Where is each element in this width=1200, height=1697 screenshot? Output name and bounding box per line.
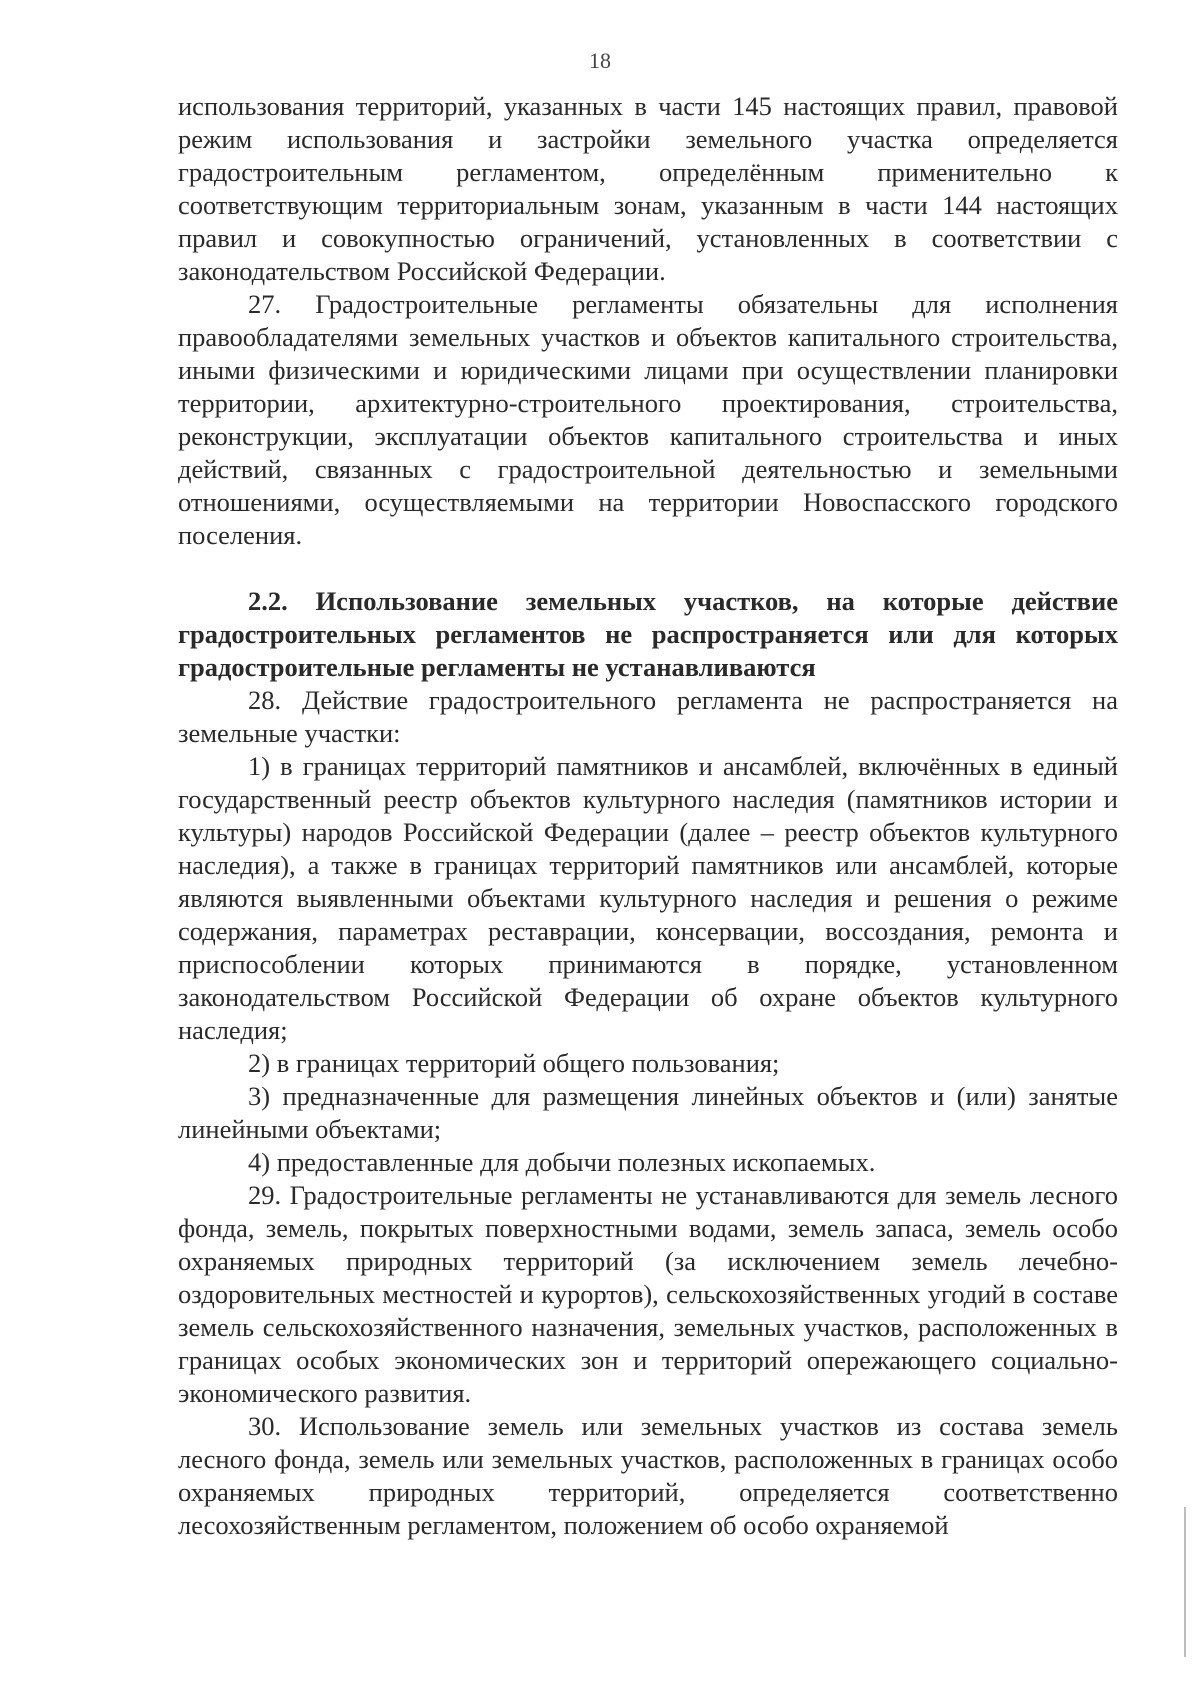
paragraph-27: 27. Градостроительные регламенты обязательны для исполнения правообладателями земельных участков и объектов капитального строительства, иными физическими и юридическими лицами при осуществлении планировки территории, архитектурно-строительного проектирования, строительства, реконструкции, эксплуатации объектов капитального строительства и иных действий, связанных с градостроительной деятельностью и земельными отношениями, осуществляемыми на территории Новоспасского городского поселения. [178,289,1118,550]
document-body [178,90,1118,1542]
list-item-2: 2) в границах территорий общего пользования; [248,1048,780,1078]
page-number: 18 [589,48,611,73]
list-item-3: 3) предназначенные для размещения линейных объектов и (или) занятые линейными объектами; [178,1081,1118,1144]
list-item-1: 1) в границах территорий памятников и ансамблей, включённых в единый государственный реестр объектов культурного наследия (памятников истории и культуры) народов Российской Федерации (далее – реестр объектов культурного наследия), а также в границах территорий памятников или ансамблей, которые являются выявленными объектами культурного наследия и решения о режиме содержания, параметрах реставрации, консервации, воссоздания, ремонта и приспособлении которых принимаются в порядке, установленном законодательством Российской Федерации об охране объектов культурного наследия; [178,751,1118,1045]
section-heading-2-2: 2.2. Использование земельных участков, на которые действие градостроительных регламентов не распространяется или для которых градостроительные регламенты не устанавливаются [178,586,1118,682]
paragraph-28: 28. Действие градостроительного регламента не распространяется на земельные участки: [178,685,1118,748]
paragraph-continuation: использования территорий, указанных в части 145 настоящих правил, правовой режим использования и застройки земельного участка определяется градостроительным регламентом, определённым применительно к соответствующим территориальным зонам, указанным в части 144 настоящих правил и совокупностью ограничений, установленных в соответствии с законодательством Российской Федерации. [178,91,1118,286]
list-item-4: 4) предоставленные для добычи полезных ископаемых. [248,1147,876,1177]
scan-edge-line [1184,1507,1186,1657]
paragraph-30: 30. Использование земель или земельных участков из состава земель лесного фонда, земель или земельных участков, расположенных в границах особо охраняемых природных территорий, определяется соответственно лесохозяйственным регламентом, положением об особо охраняемой [178,1411,1118,1540]
paragraph-29: 29. Градостроительные регламенты не устанавливаются для земель лесного фонда, земель, покрытых поверхностными водами, земель запаса, земель особо охраняемых природных территорий (за исключением земель лечебно-оздоровительных местностей и курортов), сельскохозяйственных угодий в составе земель сельскохозяйственного назначения, земельных участков, расположенных в границах особых экономических зон и территорий опережающего социально-экономического развития. [178,1180,1118,1408]
